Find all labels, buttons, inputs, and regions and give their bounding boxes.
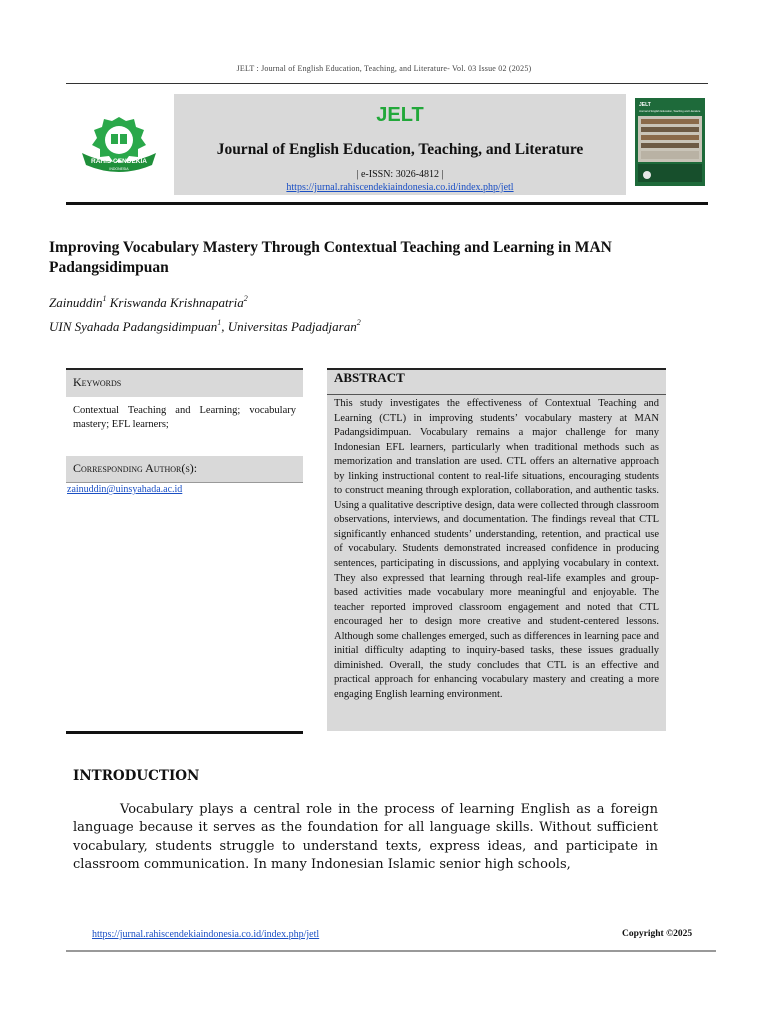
abstract-text: This study investigates the effectiveness of Contextual Teaching and Learning (CTL) in improving students’ vocabulary mastery at MAN Padangsidimpuan. Vocabulary remains a major challenge for many Indonesian EFL learners, particularly when traditional methods such as memorization and translation are used. CTL offers an alternative approach by linking instructional content to real-life situations, encouraging students to construct meaning through exploration, collaboration, and authentic tasks. Using a qualitative descriptive design, data were collected through classroom observations, interviews, and documentation. The findings reveal that CTL significantly enhanced students’ understanding, retention, and practical use of vocabulary. Students demonstrated increased confidence in producing sentences, participating in discussions, and applying vocabulary in context. They also expressed that learning through real-life examples and group-based activities made vocabulary more meaningful and enjoyable. The teacher reported improved classroom engagement and noted that CTL encouraged her to design more creative and student-centered lessons. Although some challenges emerged, such as differences in learning pace and initial difficulty adapting to inquiry-based tasks, these issues gradually diminished. Overall, the study concludes that CTL is an effective and practical approach for enhancing vocabulary mastery and creating a more engaging English learning environment. <box>334 398 659 700</box>
keywords-heading: Keywords <box>73 375 122 389</box>
author-name: Kriswanda Krishnapatria <box>106 295 244 310</box>
author-superscript: 1 <box>102 294 107 303</box>
journal-url-link[interactable]: https://jurnal.rahiscendekiaindonesia.co.id/index.php/jetl <box>286 182 514 193</box>
footer-url-link[interactable]: https://jurnal.rahiscendekiaindonesia.co.id/index.php/jetl <box>92 929 320 940</box>
affiliation-superscript: 2 <box>356 318 361 327</box>
affiliation-name: , Universitas Padjadjaran <box>221 319 357 334</box>
corresponding-author-heading: Corresponding Author(s): <box>73 461 198 475</box>
publisher-logo <box>78 115 160 175</box>
introduction-paragraph: Vocabulary plays a central role in the process of learning English as a foreign language because it serves as the foundation for all language skills. Without sufficient vocabulary, students struggle to understand texts, express ideas, and participate in classroom communication. In many Indonesian Islamic senior high schools, <box>73 802 658 872</box>
cover-title: JELT <box>639 102 651 108</box>
logo-subtext: INDONESIA <box>109 167 129 171</box>
affiliation-name: UIN Syahada Padangsidimpuan <box>49 319 218 334</box>
article-title: Improving Vocabulary Mastery Through Contextual Teaching and Learning in MAN Padangsidimpuan <box>49 239 612 276</box>
sidebar-bottom-rule <box>66 731 303 734</box>
banner-divider <box>66 202 708 205</box>
publisher-logo-icon <box>78 115 160 175</box>
abstract-heading-rule <box>327 394 666 395</box>
author-email-link[interactable]: zainuddin@uinsyahada.ac.id <box>67 484 183 495</box>
journal-name: Journal of English Education, Teaching, and Literature <box>216 141 584 158</box>
journal-cover-image <box>635 98 705 186</box>
keywords-list: Contextual Teaching and Learning; vocabulary mastery; EFL learners; <box>73 405 296 430</box>
author-name: Zainuddin <box>49 295 103 310</box>
copyright-notice: Copyright ©2025 <box>622 929 693 939</box>
cover-subtitle: Journal of English Education, Teaching and Literature <box>639 110 701 113</box>
affiliation-list <box>49 319 361 335</box>
running-header: JELT : Journal of English Education, Teaching, and Literature- Vol. 03 Issue 02 (2025) <box>236 64 532 73</box>
header-divider <box>66 83 708 84</box>
affiliation-superscript: 1 <box>217 318 222 327</box>
footer-rule <box>66 950 716 952</box>
introduction-heading: INTRODUCTION <box>73 768 200 784</box>
corresponding-author-rule <box>66 482 303 483</box>
journal-acronym: JELT <box>376 104 424 126</box>
author-superscript: 2 <box>243 294 248 303</box>
author-list <box>49 295 248 311</box>
cover-image-icon <box>635 98 705 186</box>
issn: | e-ISSN: 3026-4812 | <box>356 169 444 180</box>
logo-text: RAHIS CENDEKIA <box>91 158 147 165</box>
abstract-heading: ABSTRACT <box>334 370 405 385</box>
